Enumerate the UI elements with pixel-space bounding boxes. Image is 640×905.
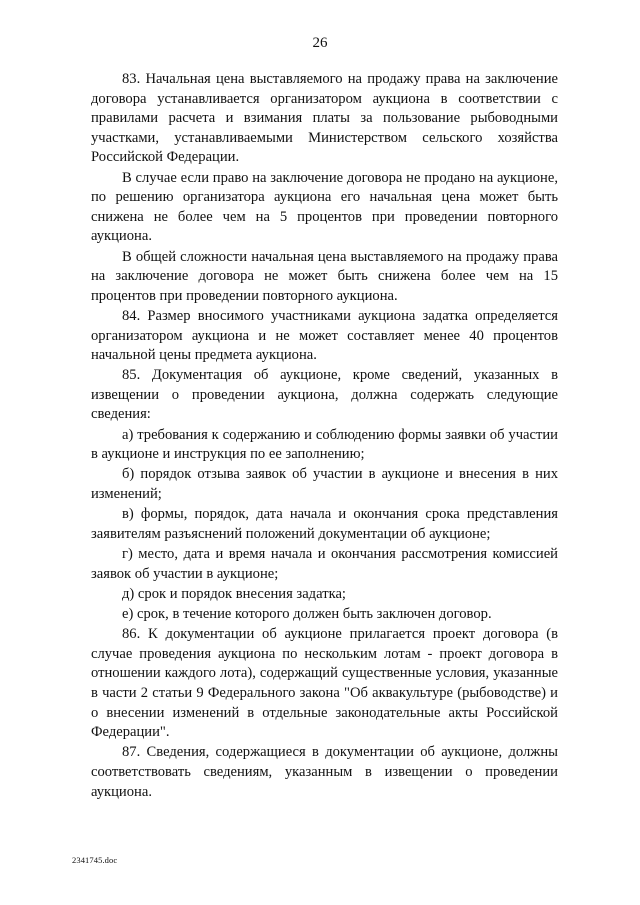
paragraph-85: 85. Документация об аукционе, кроме сведений, указанных в извещении о проведении аукциона, должна содержать следующие сведения: (91, 367, 558, 423)
paragraph-85-item-b: б) порядок отзыва заявок об участии в аукционе и внесения в них изменений; (91, 466, 558, 503)
paragraph-86: 86. К документации об аукционе прилагается проект договора (в случае проведения аукциона по нескольким лотам - проект договора в отношении каждого лота), содержащий существенные условия, указанные в части 2 статьи 9 Федерального закона "Об аквакультуре (рыбоводстве) и о внесении изменений в отдельные законодательные акты Российской Федерации". (91, 626, 558, 741)
paragraph-83: 83. Начальная цена выставляемого на продажу права на заключение договора устанавливается организатором аукциона в соответствии с правилами расчета и взимания платы за пользование рыбоводными участками, устанавливаемыми Министерством сельского хозяйства Российской Федерации. (91, 71, 558, 166)
paragraph-85-item-e: е) срок, в течение которого должен быть заключен договор. (122, 605, 492, 622)
page-number: 26 (312, 35, 328, 51)
paragraph-83-total-reduction: В общей сложности начальная цена выставляемого на продажу права на заключение договора не может быть снижена более чем на 15 процентов при проведении повторного аукциона. (91, 248, 558, 304)
paragraph-84: 84. Размер вносимого участниками аукциона задатка определяется организатором аукциона и не может составляет менее 40 процентов начальной цены предмета аукциона. (91, 307, 558, 364)
paragraph-83-reduction: В случае если право на заключение договора не продано на аукционе, по решению организатора аукциона его начальная цена может быть снижена не более чем на 5 процентов при проведении повторного аукциона. (91, 169, 558, 245)
paragraph-85-item-d: д) срок и порядок внесения задатка; (122, 585, 346, 602)
document-body (91, 70, 558, 802)
paragraph-85-item-v: в) формы, порядок, дата начала и окончания срока представления заявителям разъяснений положений документации об аукционе; (91, 506, 558, 542)
document-filename-footer: 2341745.doc (72, 855, 118, 865)
paragraph-87: 87. Сведения, содержащиеся в документации об аукционе, должны соответствовать сведениям, указанным в извещении о проведении аукциона. (91, 744, 558, 800)
paragraph-85-item-a: а) требования к содержанию и соблюдению формы заявки об участии в аукционе и инструкция по ее заполнению; (91, 426, 558, 463)
paragraph-85-item-g: г) место, дата и время начала и окончания рассмотрения комиссией заявок об участии в аукционе; (91, 546, 558, 582)
